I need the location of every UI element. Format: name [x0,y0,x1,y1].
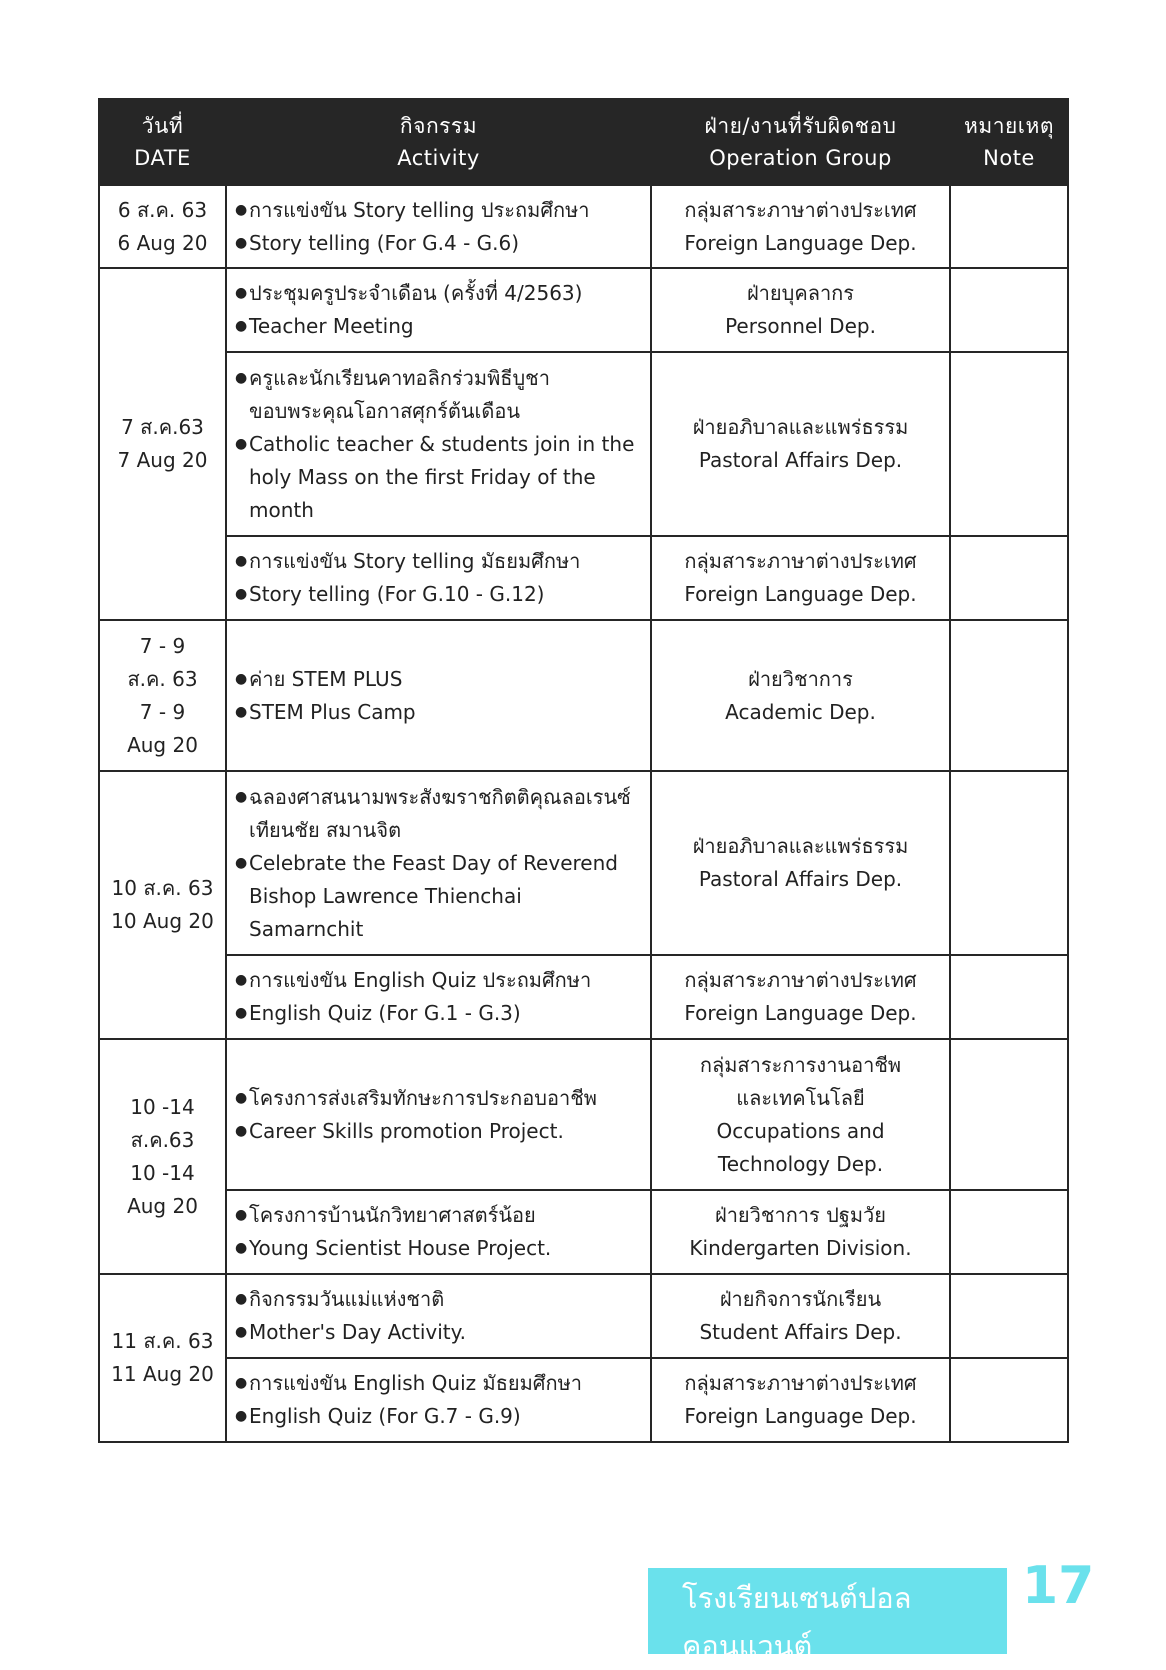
table-row [99,185,1068,268]
bullet-icon: ● [235,318,248,334]
table-row [99,536,1068,620]
group-cell: ฝ่ายอภิบาลและแพร่ธรรม Pastoral Affairs Dep. [651,352,950,536]
bullet-icon: ● [235,1240,248,1256]
bullet-icon: ● [235,435,248,452]
note-cell [950,1358,1068,1442]
bullet-icon: ● [235,1291,248,1307]
school-name: โรงเรียนเซนต์ปอลคอนแวนต์ [682,1581,912,1663]
note-cell [950,1274,1068,1358]
date-cell: 6 ส.ค. 63 6 Aug 20 [99,185,226,268]
group-cell: ฝ่ายบุคลากร Personnel Dep. [651,268,950,352]
date-cell: 10 ส.ค. 63 10 Aug 20 [99,771,226,1039]
activity-cell: ● กิจกรรมวันแม่แห่งชาติ ● Mother's Day Activity. [226,1274,651,1358]
group-cell: กลุ่มสาระภาษาต่างประเทศ Foreign Language Dep. [651,185,950,268]
bullet-icon: ● [235,553,248,569]
group-header: ฝ่าย/งานที่รับผิดชอบ Operation Group [651,99,950,185]
note-cell [950,620,1068,771]
table-row [99,268,1068,352]
activity-cell: ● ประชุมครูประจำเดือน (ครั้งที่ 4/2563) ● Teacher Meeting [226,268,651,352]
date-header: วันที่ DATE [99,99,226,185]
table-row [99,1039,1068,1190]
group-cell: กลุ่มสาระภาษาต่างประเทศ Foreign Language Dep. [651,536,950,620]
bullet-icon: ● [235,1089,248,1106]
bullet-icon: ● [235,1375,248,1391]
footer-school-banner [648,1568,1007,1663]
bullet-icon: ● [235,234,248,251]
activity-cell: ● ฉลองศาสนนามพระสังฆราชกิตติคุณลอเรนซ์เทียนชัย สมานจิต ● Celebrate the Feast Day of Reverend Bishop Lawrence Thienchai Samarnchit [226,771,651,955]
activity-cell: ● ค่าย STEM PLUS ● STEM Plus Camp [226,620,651,771]
group-cell: ฝ่ายอภิบาลและแพร่ธรรม Pastoral Affairs Dep. [651,771,950,955]
note-cell [950,1039,1068,1190]
page-number: 17 [1022,1556,1095,1616]
bullet-icon: ● [235,586,248,602]
date-cell: 7 - 9 ส.ค. 63 7 - 9 Aug 20 [99,620,226,771]
bullet-icon: ● [235,788,248,805]
bullet-icon: ● [235,285,248,301]
bullet-icon: ● [235,1122,248,1139]
activity-header: กิจกรรม Activity [226,99,651,185]
note-cell [950,1190,1068,1274]
date-cell: 11 ส.ค. 63 11 Aug 20 [99,1274,226,1442]
group-cell: ฝ่ายกิจการนักเรียน Student Affairs Dep. [651,1274,950,1358]
note-header: หมายเหตุ Note [950,99,1068,185]
bullet-icon: ● [235,369,248,386]
activity-cell: ● การแข่งขัน Story telling ประถมศึกษา ● Story telling (For G.4 - G.6) [226,185,651,268]
table-row [99,771,1068,955]
group-cell: ฝ่ายวิชาการ Academic Dep. [651,620,950,771]
bullet-icon: ● [235,670,248,687]
group-cell: ฝ่ายวิชาการ ปฐมวัย Kindergarten Division. [651,1190,950,1274]
bullet-icon: ● [235,972,248,988]
bullet-icon: ● [235,201,248,218]
activity-cell: ● การแข่งขัน Story telling มัธยมศึกษา ● Story telling (For G.10 - G.12) [226,536,651,620]
bullet-icon: ● [235,1207,248,1223]
bullet-icon: ● [235,703,248,720]
note-cell [950,352,1068,536]
bullet-icon: ● [235,854,248,871]
note-cell [950,268,1068,352]
note-cell [950,771,1068,955]
table-row [99,1190,1068,1274]
bullet-icon: ● [235,1408,248,1424]
activity-cell: ● ครูและนักเรียนคาทอลิกร่วมพิธีบูชาขอบพระคุณโอกาสศุกร์ต้นเดือน ● Catholic teacher & students join in the holy Mass on the first Friday of the month [226,352,651,536]
date-cell: 7 ส.ค.63 7 Aug 20 [99,268,226,620]
group-cell: กลุ่มสาระภาษาต่างประเทศ Foreign Language Dep. [651,1358,950,1442]
table-row [99,1358,1068,1442]
bullet-icon: ● [235,1005,248,1021]
note-cell [950,955,1068,1039]
activity-cell: ● การแข่งขัน English Quiz ประถมศึกษา ● English Quiz (For G.1 - G.3) [226,955,651,1039]
note-cell [950,185,1068,268]
group-cell: กลุ่มสาระภาษาต่างประเทศ Foreign Language Dep. [651,955,950,1039]
bullet-icon: ● [235,1324,248,1340]
table-row [99,955,1068,1039]
table-row [99,352,1068,536]
activity-cell: ● โครงการส่งเสริมทักษะการประกอบอาชีพ ● Career Skills promotion Project. [226,1039,651,1190]
table-row [99,620,1068,771]
note-cell [950,536,1068,620]
date-cell: 10 -14 ส.ค.63 10 -14 Aug 20 [99,1039,226,1274]
activity-cell: ● โครงการบ้านนักวิทยาศาสตร์น้อย ● Young Scientist House Project. [226,1190,651,1274]
group-cell: กลุ่มสาระการงานอาชีพ และเทคโนโลยี Occupations and Technology Dep. [651,1039,950,1190]
activity-cell: ● การแข่งขัน English Quiz มัธยมศึกษา ● English Quiz (For G.7 - G.9) [226,1358,651,1442]
schedule-table [98,98,1069,1443]
table-row [99,1274,1068,1358]
